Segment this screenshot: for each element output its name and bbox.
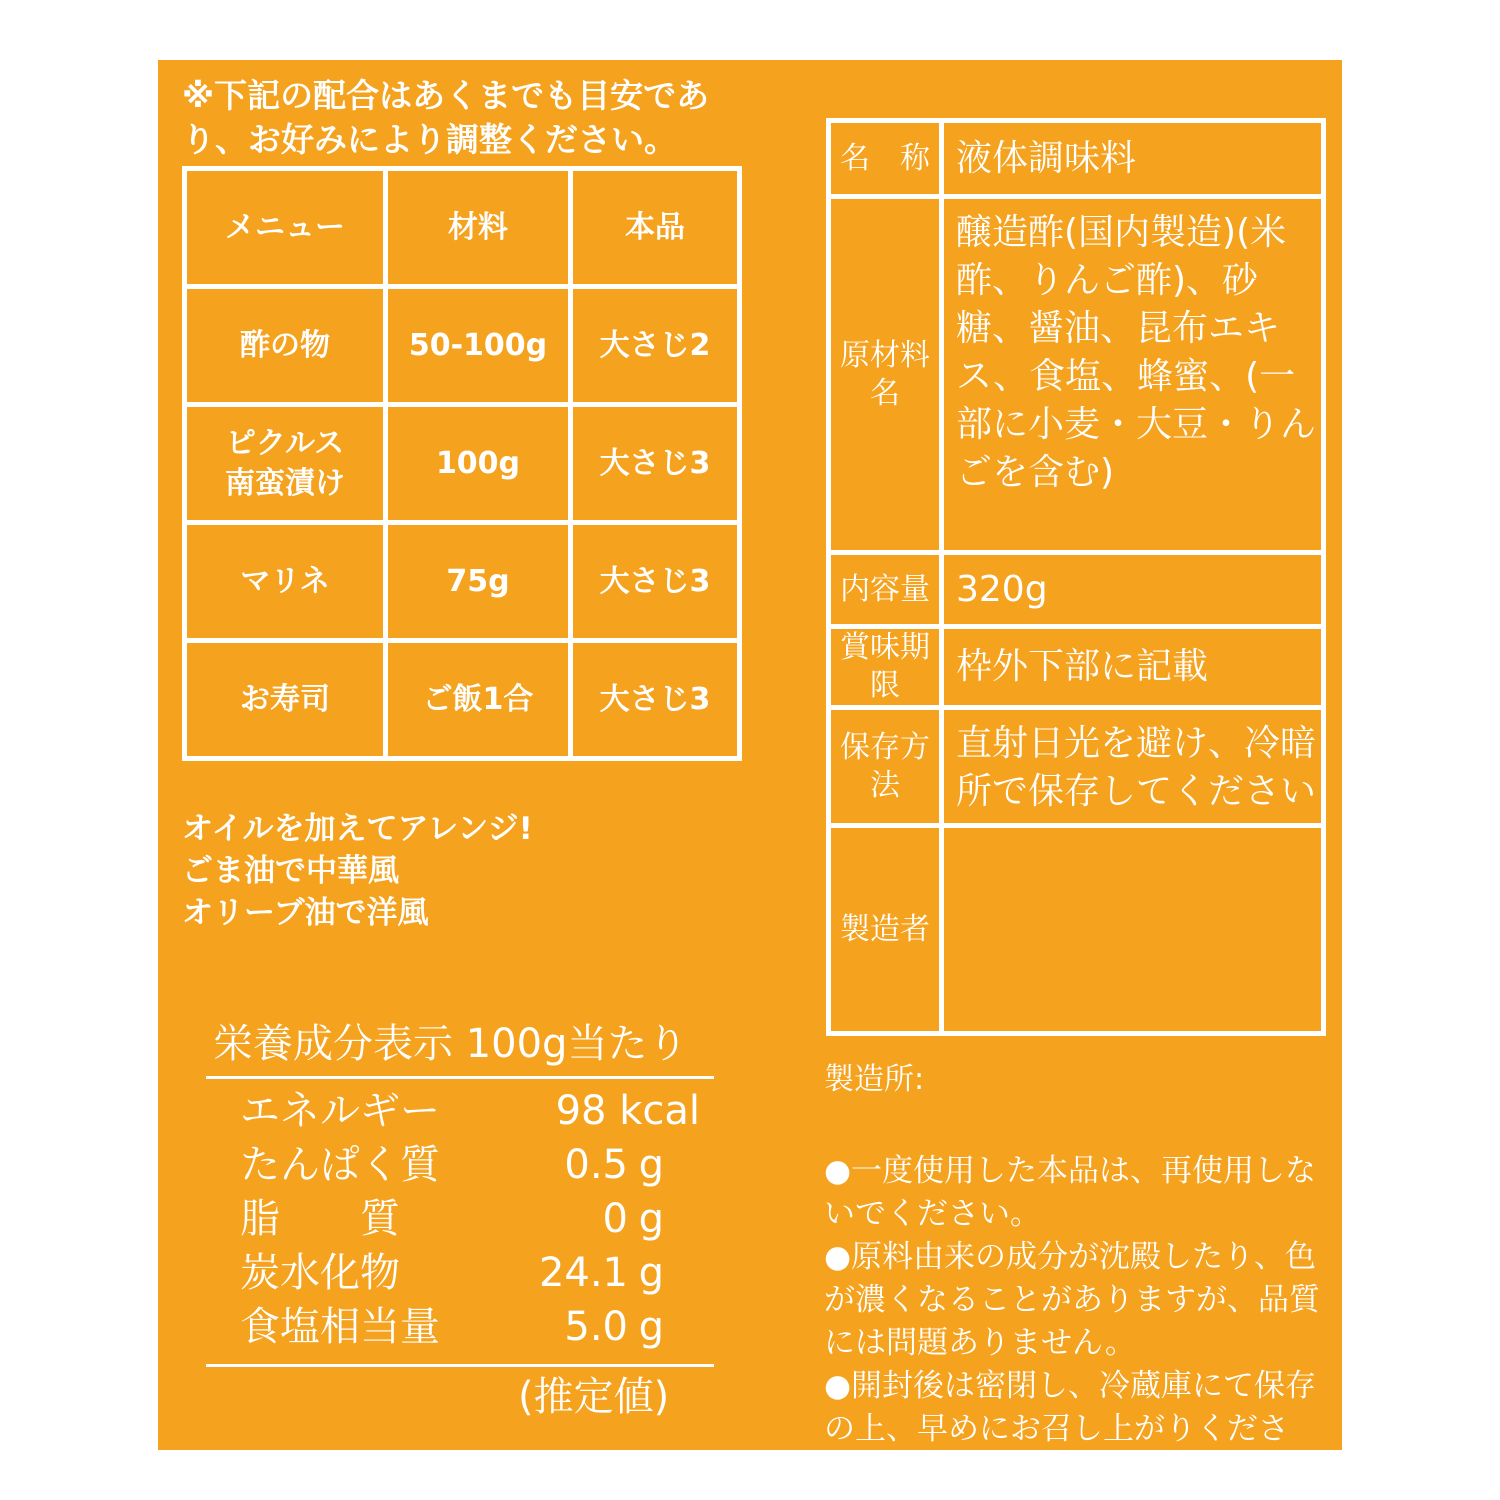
table-row xyxy=(185,405,740,523)
spec-row xyxy=(829,553,1324,627)
nutrition-top-rule xyxy=(206,1076,714,1079)
nutrition-row xyxy=(240,1084,700,1138)
recipe-product: 大さじ2 xyxy=(571,287,740,405)
table-row xyxy=(185,523,740,641)
spec-label: 名 称 xyxy=(829,121,942,197)
spec-value: 直射日光を避け、冷暗所で保存してください xyxy=(942,708,1324,826)
nutrition-label: たんぱく質 xyxy=(240,1142,440,1188)
arrange-line: ごま油で中華風 xyxy=(182,853,399,889)
manufacturing-site-label: 製造所: xyxy=(824,1062,925,1097)
table-row xyxy=(185,287,740,405)
caution-note: ●原料由来の成分が沈殿したり、色が濃くなることがありますが、品質には問題ありません。 xyxy=(824,1239,1320,1361)
header-ingredient: 材料 xyxy=(386,169,571,287)
spec-label: 内容量 xyxy=(829,553,942,627)
nutrition-label: 食塩相当量 xyxy=(240,1304,440,1350)
nutrition-unit: g xyxy=(638,1196,664,1242)
recipe-amount: 100g xyxy=(386,405,571,523)
nutrition-label: エネルギー xyxy=(240,1088,440,1134)
recipe-header-row xyxy=(185,169,740,287)
nutrition-label: 脂 質 xyxy=(240,1196,400,1242)
nutrition-unit: g xyxy=(638,1142,664,1188)
spec-label: 製造者 xyxy=(829,826,942,1034)
nutrition-row xyxy=(240,1192,700,1246)
recipe-amount: 50-100g xyxy=(386,287,571,405)
spec-value xyxy=(942,826,1324,1034)
spec-value: 枠外下部に記載 xyxy=(942,627,1324,708)
recipe-amount: 75g xyxy=(386,523,571,641)
nutrition-row xyxy=(240,1300,700,1354)
spec-value: 320g xyxy=(942,553,1324,627)
recipe-product: 大さじ3 xyxy=(571,641,740,759)
spec-value: 醸造酢(国内製造)(米酢、りんご酢)、砂糖、醤油、昆布エキス、食塩、蜂蜜、(一部に小麦・大豆・りんごを含む) xyxy=(942,197,1324,553)
nutrition-row xyxy=(240,1138,700,1192)
header-product: 本品 xyxy=(571,169,740,287)
spec-label: 原材料名 xyxy=(829,197,942,553)
product-spec-table xyxy=(826,118,1326,1036)
spec-row xyxy=(829,627,1324,708)
nutrition-title: 栄養成分表示 100g当たり xyxy=(213,1021,688,1067)
nutrition-unit: g xyxy=(638,1304,664,1350)
nutrition-unit: g xyxy=(638,1250,664,1296)
spec-row xyxy=(829,826,1324,1034)
spec-row xyxy=(829,121,1324,197)
caution-note: ●一度使用した本品は、再使用しないでください。 xyxy=(824,1153,1317,1232)
spec-row xyxy=(829,197,1324,553)
recipe-amount: ご飯1合 xyxy=(386,641,571,759)
arrange-line: オイルを加えてアレンジ! xyxy=(182,811,533,847)
nutrition-bottom-rule xyxy=(206,1364,714,1367)
nutrition-value: 0 xyxy=(602,1196,628,1242)
recipe-table xyxy=(182,166,742,761)
arrange-line: オリーブ油で洋風 xyxy=(182,895,429,931)
recipe-menu: お寿司 xyxy=(185,641,386,759)
recipe-product: 大さじ3 xyxy=(571,523,740,641)
recipe-menu: マリネ xyxy=(185,523,386,641)
nutrition-value: 5.0 xyxy=(564,1304,628,1350)
recipe-product: 大さじ3 xyxy=(571,405,740,523)
header-menu: メニュー xyxy=(185,169,386,287)
spec-value: 液体調味料 xyxy=(942,121,1324,197)
nutrition-label: 炭水化物 xyxy=(240,1250,400,1296)
spec-row xyxy=(829,708,1324,826)
caution-note: ●開封後は密閉し、冷蔵庫にて保存の上、早めにお召し上がりください。 xyxy=(824,1368,1317,1490)
nutrition-value: 24.1 xyxy=(538,1250,628,1296)
caution-notes xyxy=(824,1150,1334,1494)
nutrition-value: 0.5 xyxy=(564,1142,628,1188)
recipe-menu: ピクルス 南蛮漬け xyxy=(185,405,386,523)
spec-label: 保存方法 xyxy=(829,708,942,826)
nutrition-value: 98 kcal xyxy=(555,1088,700,1134)
label-panel xyxy=(158,60,1342,1490)
spec-label: 賞味期限 xyxy=(829,627,942,708)
table-row xyxy=(185,641,740,759)
nutrition-row xyxy=(240,1246,700,1300)
arrange-tips xyxy=(182,808,782,934)
estimate-note: (推定値) xyxy=(518,1374,670,1420)
mix-note: ※下記の配合はあくまでも目安であり、お好みにより調整ください。 xyxy=(182,76,710,159)
recipe-menu: 酢の物 xyxy=(185,287,386,405)
